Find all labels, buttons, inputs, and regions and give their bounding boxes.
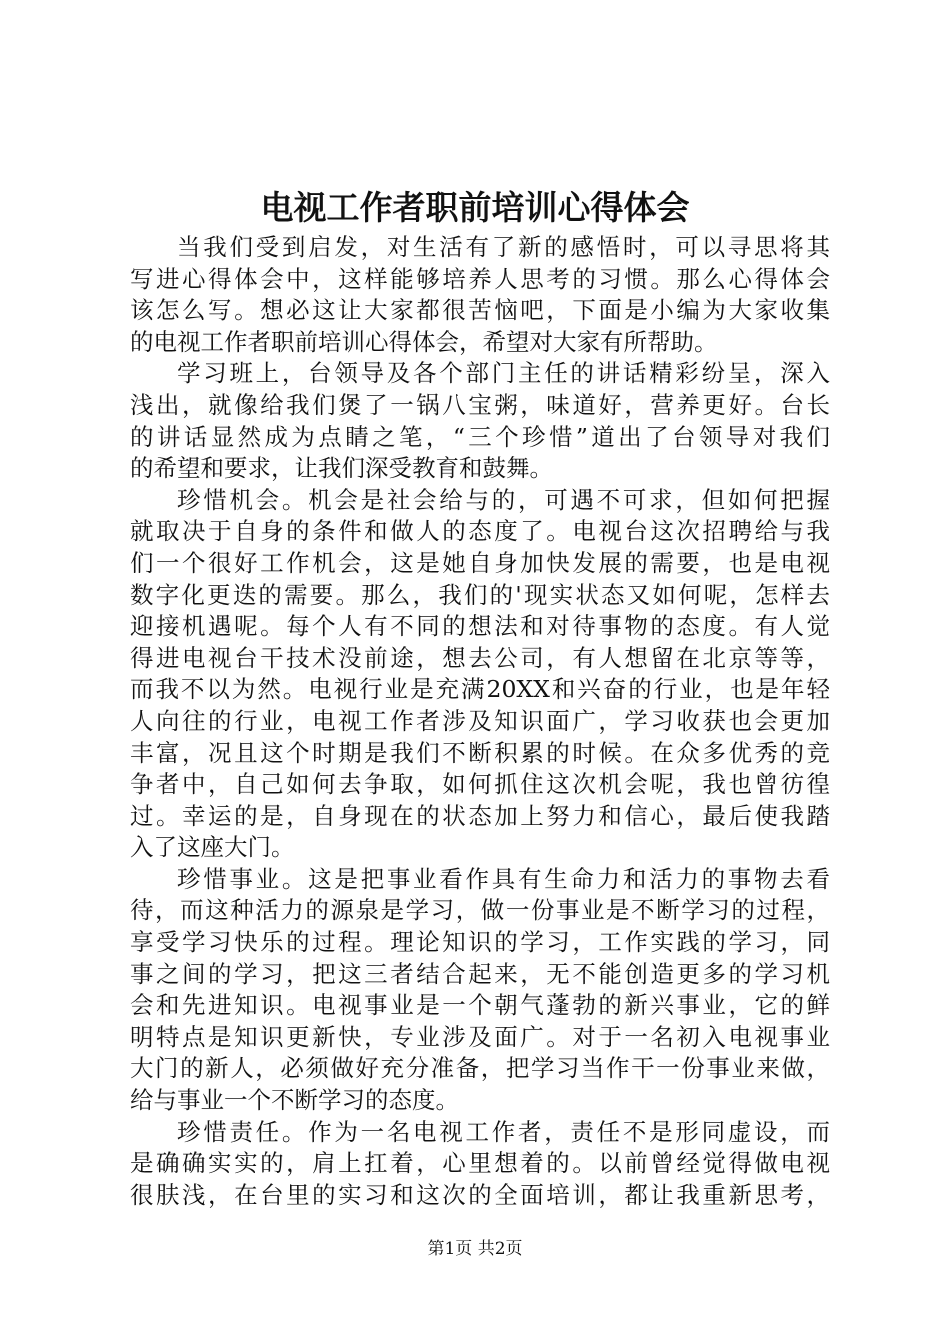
text-line: 迎接机遇呢。每个人有不同的想法和对待事物的态度。有人觉 bbox=[130, 612, 830, 641]
text-line: 过。幸运的是，自身现在的状态加上努力和信心，最后使我踏 bbox=[130, 801, 830, 830]
text-line: 给与事业一个不断学习的态度。 bbox=[130, 1086, 459, 1115]
text-line: 珍惜事业。这是把事业看作具有生命力和活力的事物去看 bbox=[177, 864, 830, 893]
text-line: 事之间的学习，把这三者结合起来，无不能创造更多的学习机 bbox=[130, 959, 830, 988]
text-line: 待，而这种活力的源泉是学习，做一份事业是不断学习的过程， bbox=[130, 896, 830, 925]
text-line: 该怎么写。想必这让大家都很苦恼吧，下面是小编为大家收集 bbox=[130, 296, 830, 325]
text-line: 浅出，就像给我们煲了一锅八宝粥，味道好，营养更好。台长 bbox=[130, 390, 830, 419]
text-line: 而我不以为然。电视行业是充满20XX和兴奋的行业，也是年轻 bbox=[130, 675, 830, 704]
text-line: 争者中，自己如何去争取，如何抓住这次机会呢，我也曾彷徨 bbox=[130, 770, 830, 799]
text-line: 学习班上，台领导及各个部门主任的讲话精彩纷呈，深入 bbox=[177, 359, 830, 388]
text-line: 写进心得体会中，这样能够培养人思考的习惯。那么心得体会 bbox=[130, 264, 830, 293]
text-line: 就取决于自身的条件和做人的态度了。电视台这次招聘给与我 bbox=[130, 517, 830, 546]
text-line: 入了这座大门。 bbox=[130, 833, 295, 862]
text-line: 很肤浅，在台里的实习和这次的全面培训，都让我重新思考， bbox=[130, 1180, 830, 1209]
document-body bbox=[130, 232, 830, 1211]
text-line: 享受学习快乐的过程。理论知识的学习，工作实践的学习，同 bbox=[130, 928, 830, 957]
text-line: 当我们受到启发，对生活有了新的感悟时，可以寻思将其 bbox=[177, 233, 830, 261]
text-line: 珍惜机会。机会是社会给与的，可遇不可求，但如何把握 bbox=[177, 485, 830, 514]
text-line: 是确确实实的，肩上扛着，心里想着的。以前曾经觉得做电视 bbox=[130, 1149, 830, 1178]
text-line: 数字化更迭的需要。那么，我们的'现实状态又如何呢，怎样去 bbox=[130, 580, 830, 609]
document-title: 电视工作者职前培训心得体会 bbox=[260, 188, 690, 227]
text-line: 明特点是知识更新快，专业涉及面广。对于一名初入电视事业 bbox=[130, 1022, 830, 1051]
text-line: 得进电视台干技术没前途，想去公司，有人想留在北京等等， bbox=[130, 643, 830, 672]
text-line: 们一个很好工作机会，这是她自身加快发展的需要，也是电视 bbox=[130, 548, 830, 577]
text-line: 大门的新人，必须做好充分准备，把学习当作干一份事业来做， bbox=[130, 1054, 830, 1083]
text-line: 会和先进知识。电视事业是一个朝气蓬勃的新兴事业，它的鲜 bbox=[130, 991, 830, 1020]
text-line: 丰富，况且这个时期是我们不断积累的时候。在众多优秀的竞 bbox=[130, 738, 830, 767]
text-line: 的讲话显然成为点睛之笔，“三个珍惜”道出了台领导对我们 bbox=[130, 422, 830, 451]
text-line: 的电视工作者职前培训心得体会，希望对大家有所帮助。 bbox=[130, 327, 718, 356]
text-line: 的希望和要求，让我们深受教育和鼓舞。 bbox=[130, 454, 553, 483]
page-footer: 第1页 共2页 bbox=[427, 1239, 523, 1259]
text-line: 人向往的行业，电视工作者涉及知识面广，学习收获也会更加 bbox=[130, 706, 830, 735]
text-line: 珍惜责任。作为一名电视工作者，责任不是形同虚设，而 bbox=[177, 1117, 830, 1146]
